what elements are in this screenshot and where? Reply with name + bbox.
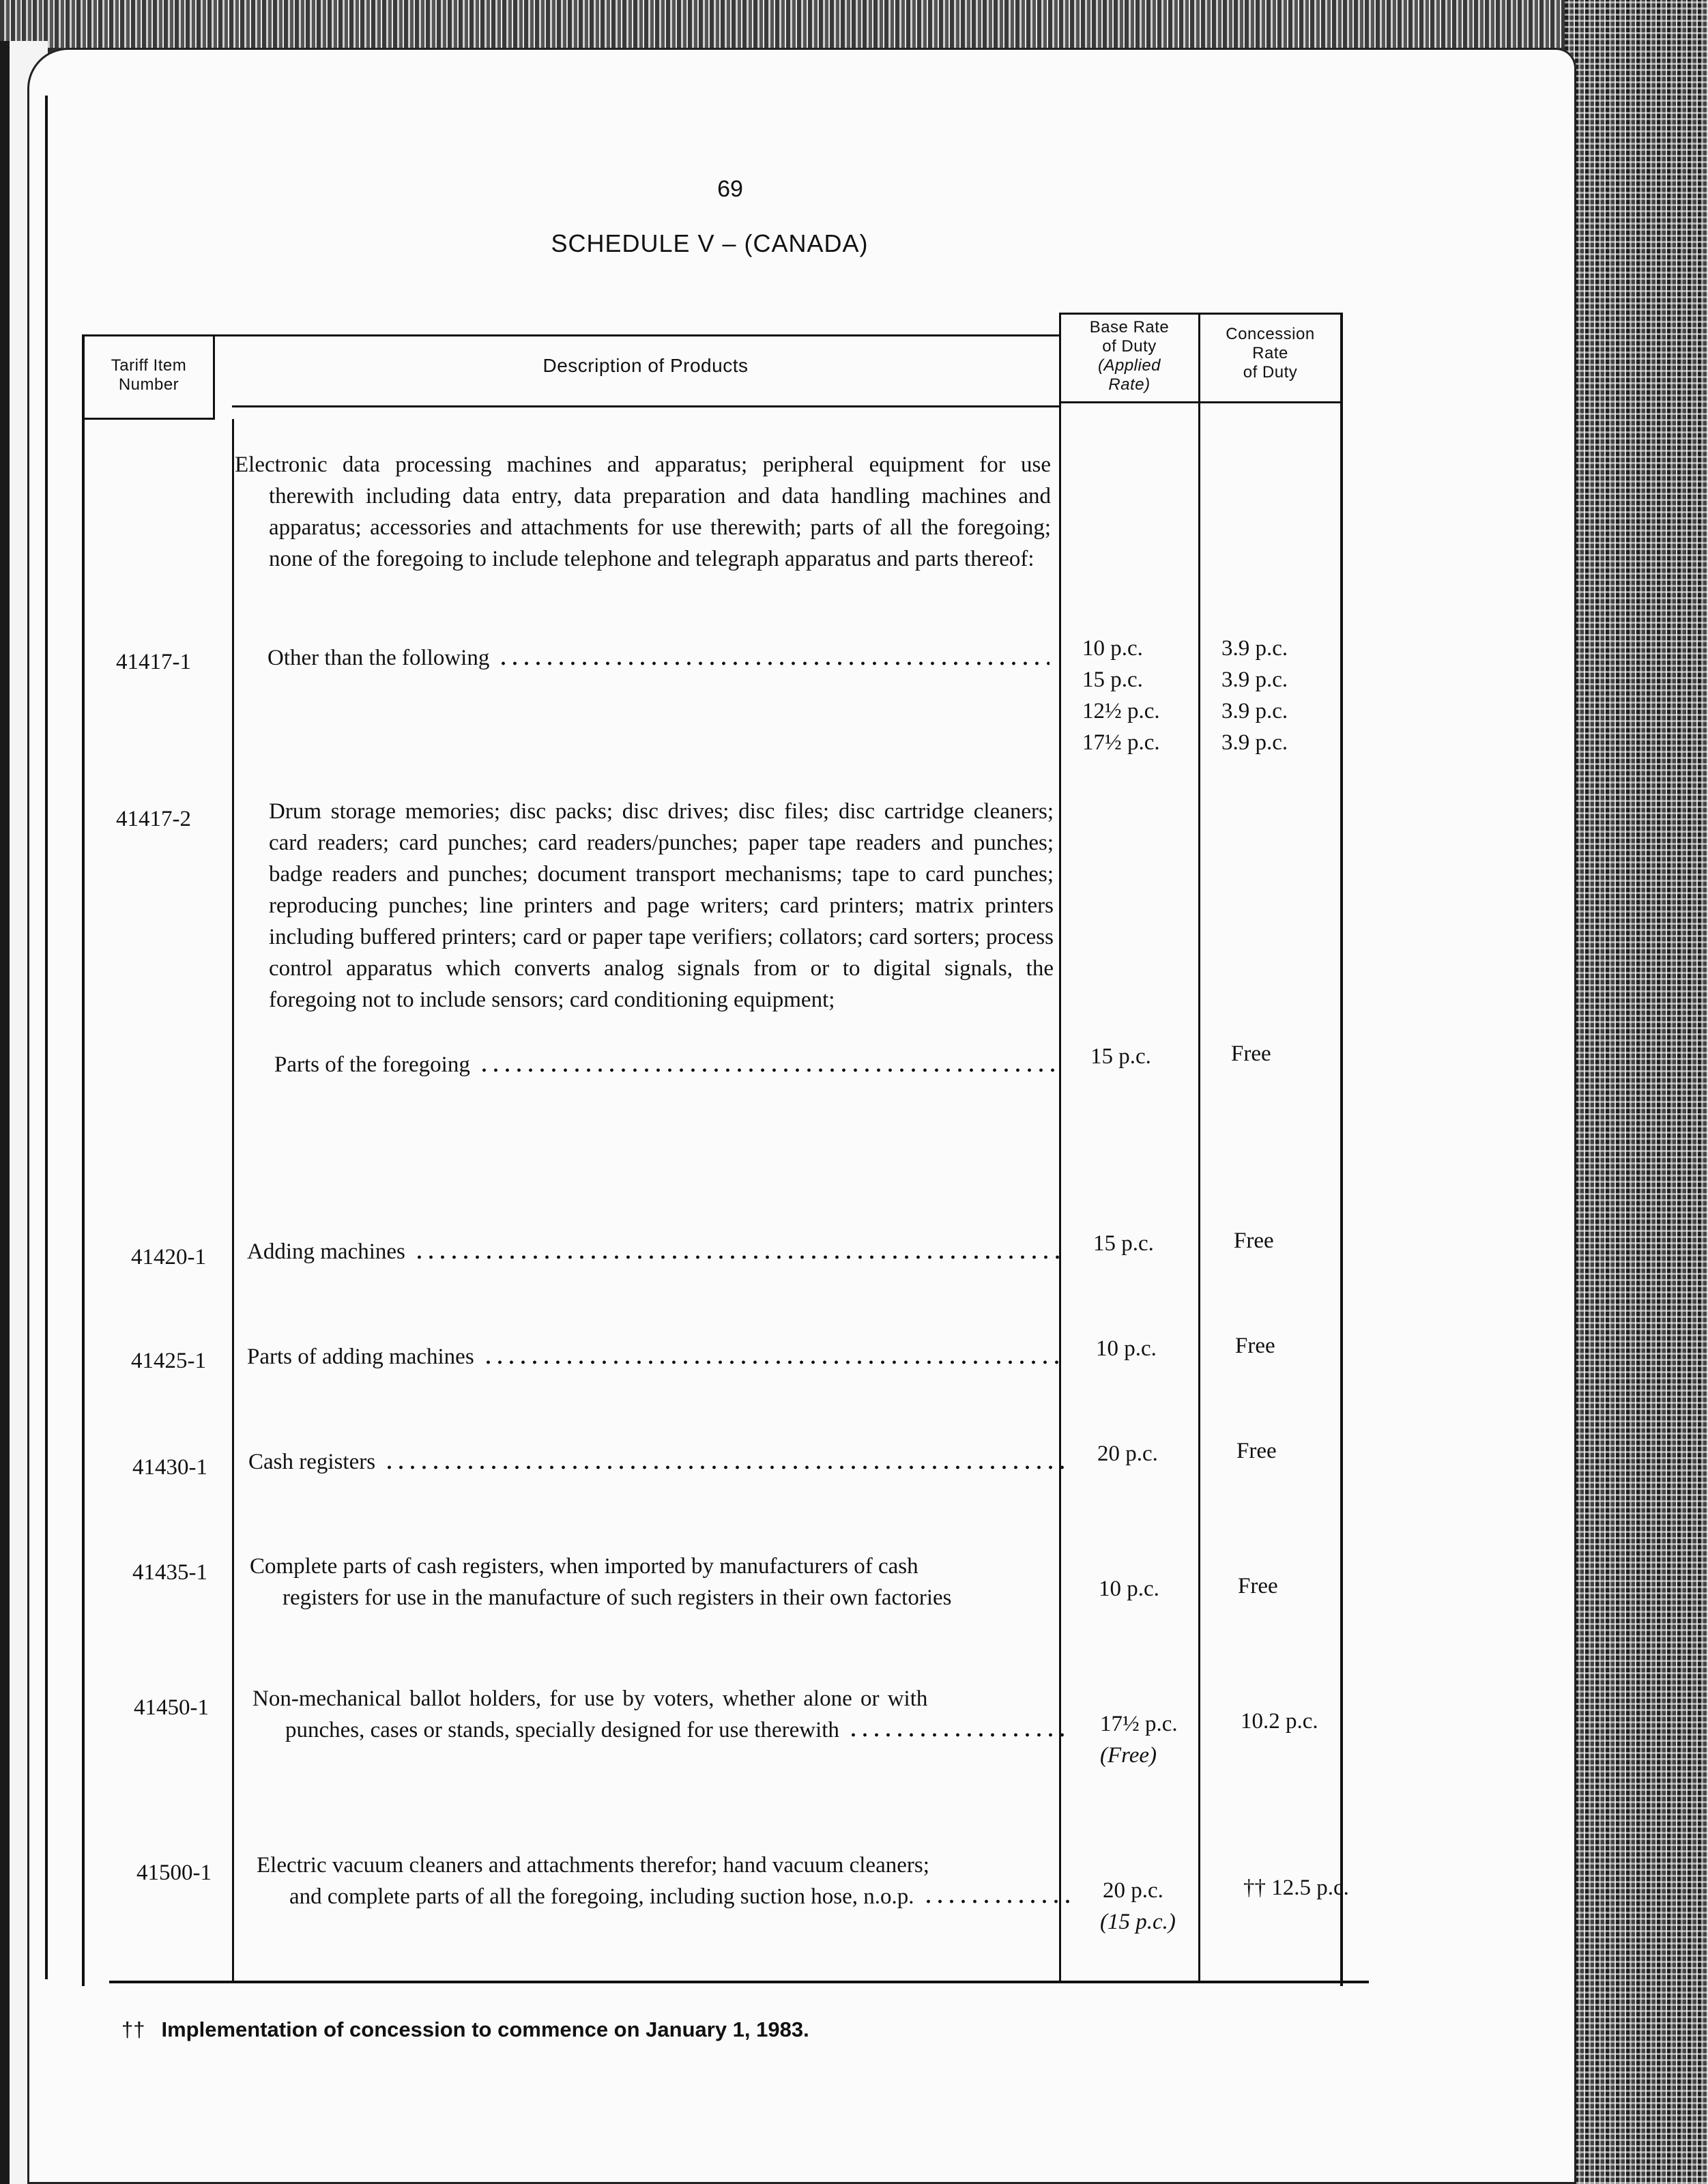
base-rate: 10 p.c. — [1099, 1577, 1159, 1601]
dot-leader — [414, 1255, 1062, 1259]
concession-rate: Free — [1234, 1228, 1274, 1253]
column-divider-item-lower — [232, 419, 234, 1982]
base-rate-note: (Free) — [1100, 1743, 1157, 1768]
dot-leader — [848, 1733, 1069, 1737]
base-rate: 10 p.c. — [1096, 1336, 1157, 1361]
item-text-41450-1 — [252, 1683, 1071, 1746]
dot-leader — [383, 1465, 1065, 1469]
concession-rate: Free — [1238, 1574, 1278, 1598]
header-base-line1: Base Rate — [1089, 318, 1170, 336]
binding-line — [45, 96, 48, 1979]
item-text-41500-1 — [257, 1850, 1075, 1912]
header-concession-line1: Concession — [1226, 325, 1315, 343]
header-rule-left — [82, 418, 215, 420]
item-text-41435-1 — [250, 1551, 1069, 1613]
table-border-top-right — [1059, 313, 1343, 315]
base-rate: 20 p.c. — [1103, 1878, 1163, 1903]
item-number-41417-1: 41417-1 — [116, 650, 191, 674]
dot-leader — [923, 1899, 1073, 1903]
concession-rate: Free — [1236, 1439, 1277, 1463]
base-rate: 15 p.c. — [1093, 1231, 1154, 1256]
footnote — [121, 2017, 809, 2042]
header-tariff-item-line2: Number — [118, 375, 179, 394]
item-number-41500-1: 41500-1 — [136, 1860, 212, 1885]
item-label-41430-1 — [248, 1450, 1065, 1475]
table-border-right — [1340, 313, 1343, 1986]
header-concession-rate — [1200, 325, 1340, 382]
concession-rate: 3.9 p.c. — [1221, 636, 1288, 661]
item-text-41417-2 — [269, 796, 1054, 1016]
concession-rate: 10.2 p.c. — [1241, 1709, 1318, 1734]
header-base-line3: (Applied — [1097, 356, 1161, 375]
item-text-line2: and complete parts of all the foregoing, including suction hose, n.o.p. — [289, 1884, 914, 1909]
item-label-text: Cash registers — [248, 1450, 376, 1474]
column-divider-item — [213, 334, 215, 419]
item-label-41420-1 — [247, 1239, 1062, 1265]
header-description: Description of Products — [542, 355, 749, 376]
item-text-line1: Non-mechanical ballot holders, for use by voters, whether alone or with — [252, 1686, 928, 1711]
base-rate-note: (15 p.c.) — [1100, 1910, 1176, 1934]
header-tariff-item-line1: Tariff Item — [111, 356, 187, 375]
concession-rate: 3.9 p.c. — [1221, 699, 1288, 723]
header-rule-right — [1059, 401, 1343, 403]
base-rate: 15 p.c. — [1082, 667, 1143, 692]
header-rule-desc — [232, 405, 1061, 407]
base-rate: 17½ p.c. — [1082, 730, 1160, 755]
table-border-left — [82, 334, 85, 1986]
item-label-text: Other than the following — [267, 646, 490, 670]
base-rate: 15 p.c. — [1090, 1044, 1151, 1069]
item-text-line2: registers for use in the manufacture of such registers in their own factories — [283, 1585, 952, 1610]
intro-text: Electronic data processing machines and apparatus; peripheral equipment for use therewith including data entry, data preparation and data handling machines and apparatus; accessories and attachments for use therewith; parts of all the foregoing; none of the foregoing to include telephone and telegraph apparatus and parts thereof: — [235, 452, 1051, 571]
schedule-title: SCHEDULE V – (CANADA) — [551, 229, 869, 257]
header-base-line4: Rate) — [1108, 375, 1150, 394]
scan-top-edge — [0, 0, 1708, 48]
header-concession-line3: of Duty — [1243, 363, 1298, 382]
item-text-line2-row — [257, 1881, 1073, 1912]
footnote-text: Implementation of concession to commence on January 1, 1983. — [161, 2017, 809, 2041]
concession-rate: Free — [1231, 1041, 1271, 1066]
concession-rate: 3.9 p.c. — [1221, 667, 1288, 692]
item-label-41425-1 — [247, 1345, 1063, 1370]
header-base-line2: of Duty — [1102, 337, 1157, 356]
item-text-line1: Complete parts of cash registers, when imported by manufacturers of cash — [250, 1554, 918, 1579]
scan-right-edge — [1565, 0, 1708, 2184]
item-number-41425-1: 41425-1 — [131, 1349, 206, 1373]
base-rate: 20 p.c. — [1097, 1441, 1158, 1466]
item-label-41417-1 — [267, 646, 1050, 671]
table-border-bottom — [109, 1981, 1369, 1983]
table-border-top-left — [82, 334, 1059, 336]
base-rate: 10 p.c. — [1082, 636, 1143, 661]
item-label-text: Adding machines — [247, 1239, 405, 1264]
dot-leader — [478, 1068, 1059, 1072]
base-rate: 12½ p.c. — [1082, 699, 1160, 723]
header-tariff-item — [85, 356, 213, 394]
item-text: Drum storage memories; disc packs; disc drives; disc files; disc cartridge cleaners; card readers; card punches; card readers/punches; paper tape readers and punches; badge readers and punches; document transport mechanisms; tape to card punches; reproducing punches; line printers and page writers; card printers; matrix printers including buffered printers; card or paper tape verifiers; collators; card sorters; process control apparatus which converts analog signals from or to digital signals, the foregoing not to include sensors; card conditioning equipment; — [269, 799, 1054, 1012]
concession-rate: †† 12.5 p.c. — [1243, 1876, 1349, 1900]
base-rate: 17½ p.c. — [1100, 1712, 1178, 1736]
item-number-41435-1: 41435-1 — [132, 1560, 207, 1585]
footnote-mark: †† — [121, 2017, 145, 2041]
column-divider-concession — [1198, 313, 1200, 1982]
dot-leader — [482, 1360, 1063, 1364]
header-concession-line2: Rate — [1252, 344, 1288, 362]
item-text-line2: punches, cases or stands, specially designed for use therewith — [285, 1718, 839, 1742]
item-number-41417-2: 41417-2 — [116, 807, 191, 831]
dot-leader — [497, 661, 1050, 665]
item-label-41417-2 — [274, 1052, 1059, 1078]
item-label-text: Parts of adding machines — [247, 1345, 474, 1369]
concession-rate: Free — [1235, 1334, 1275, 1358]
item-text-line2-row — [252, 1714, 1069, 1746]
page-number: 69 — [717, 176, 743, 202]
item-label-text: Parts of the foregoing — [274, 1052, 470, 1077]
item-number-41420-1: 41420-1 — [131, 1245, 206, 1269]
intro-paragraph — [235, 449, 1051, 575]
concession-rate: 3.9 p.c. — [1221, 730, 1288, 755]
item-number-41430-1: 41430-1 — [132, 1455, 207, 1480]
item-number-41450-1: 41450-1 — [134, 1695, 209, 1720]
item-text-line1: Electric vacuum cleaners and attachments therefor; hand vacuum cleaners; — [257, 1853, 929, 1878]
header-base-rate — [1061, 318, 1198, 394]
